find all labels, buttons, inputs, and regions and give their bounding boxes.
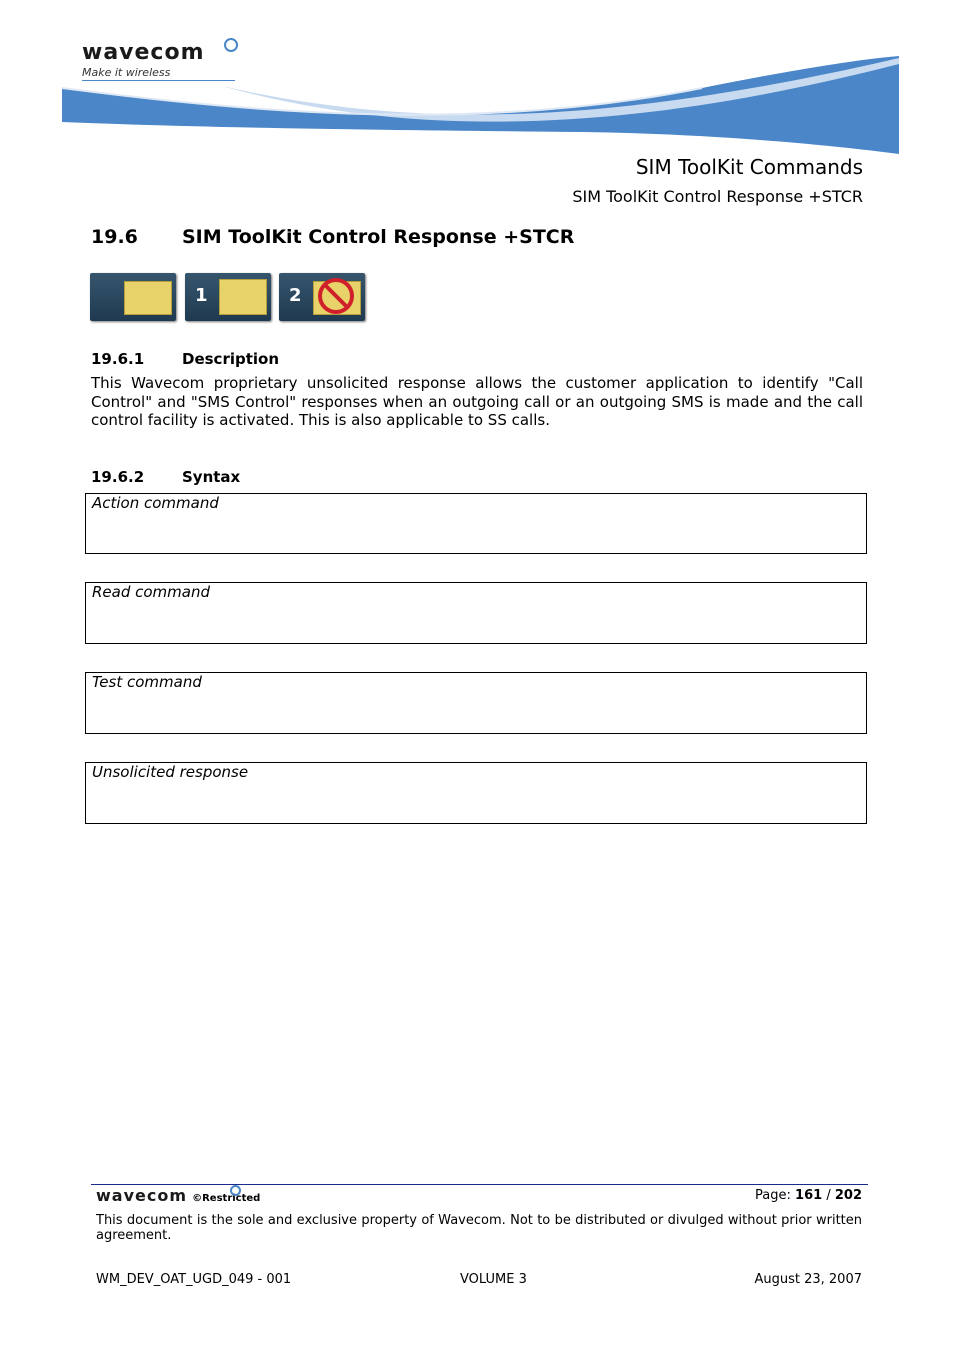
forbidden-icon xyxy=(317,277,355,315)
test-command-label: Test command xyxy=(92,673,202,691)
sim-icon-1 xyxy=(185,273,271,321)
restricted-label: ©Restricted xyxy=(192,1193,261,1204)
footer-swirl-icon xyxy=(230,1185,241,1196)
page-total: 202 xyxy=(834,1188,862,1203)
sim-number-2: 2 xyxy=(289,285,302,306)
unsolicited-response-label: Unsolicited response xyxy=(92,763,249,781)
sim-icon-2 xyxy=(279,273,365,321)
sim-chip-icon xyxy=(124,281,172,315)
doc-date: August 23, 2007 xyxy=(754,1272,862,1287)
section-title: SIM ToolKit Control Response +STCR xyxy=(182,226,575,248)
brand-logo: wavecom xyxy=(82,40,205,65)
description-title: Description xyxy=(182,350,280,368)
action-command-box xyxy=(85,493,867,554)
header-banner xyxy=(62,52,899,154)
chapter-title: SIM ToolKit Commands xyxy=(635,155,863,179)
page-current: 161 xyxy=(795,1188,823,1203)
footer-brand-logo: wavecom xyxy=(96,1186,188,1205)
section-heading xyxy=(91,226,574,248)
syntax-title: Syntax xyxy=(182,468,241,486)
section-running-title: SIM ToolKit Control Response +STCR xyxy=(572,187,863,206)
test-command-box xyxy=(85,672,867,734)
logo-swirl-icon xyxy=(224,38,238,52)
syntax-number: 19.6.2 xyxy=(91,468,145,486)
description-number: 19.6.1 xyxy=(91,350,145,368)
read-command-label: Read command xyxy=(92,583,211,601)
syntax-heading xyxy=(91,468,240,486)
description-text: This Wavecom proprietary unsolicited response allows the customer application to identify "Call Control" and "SMS Control" responses when an outgoing call or an outgoing SMS is made and the call control facility is activated. This is also applicable to SS calls. xyxy=(91,374,863,429)
page-number xyxy=(755,1188,862,1203)
sim-number-1: 1 xyxy=(195,285,208,306)
doc-reference: WM_DEV_OAT_UGD_049 - 001 xyxy=(96,1272,292,1287)
footer-logo xyxy=(96,1186,260,1205)
legal-notice: This document is the sole and exclusive property of Wavecom. Not to be distributed or divulged without prior written agreement. xyxy=(96,1213,862,1243)
unsolicited-response-box xyxy=(85,762,867,824)
volume-label: VOLUME 3 xyxy=(460,1272,527,1287)
page-separator: / xyxy=(826,1188,831,1203)
page-label: Page: xyxy=(755,1188,791,1203)
action-command-label: Action command xyxy=(92,494,219,512)
sim-icon-generic xyxy=(90,273,176,321)
brand-tagline: Make it wireless xyxy=(82,66,171,79)
read-command-box xyxy=(85,582,867,644)
description-heading xyxy=(91,350,279,368)
footer-rule xyxy=(91,1184,868,1185)
sim-chip-icon xyxy=(219,279,267,315)
section-number: 19.6 xyxy=(91,226,138,248)
